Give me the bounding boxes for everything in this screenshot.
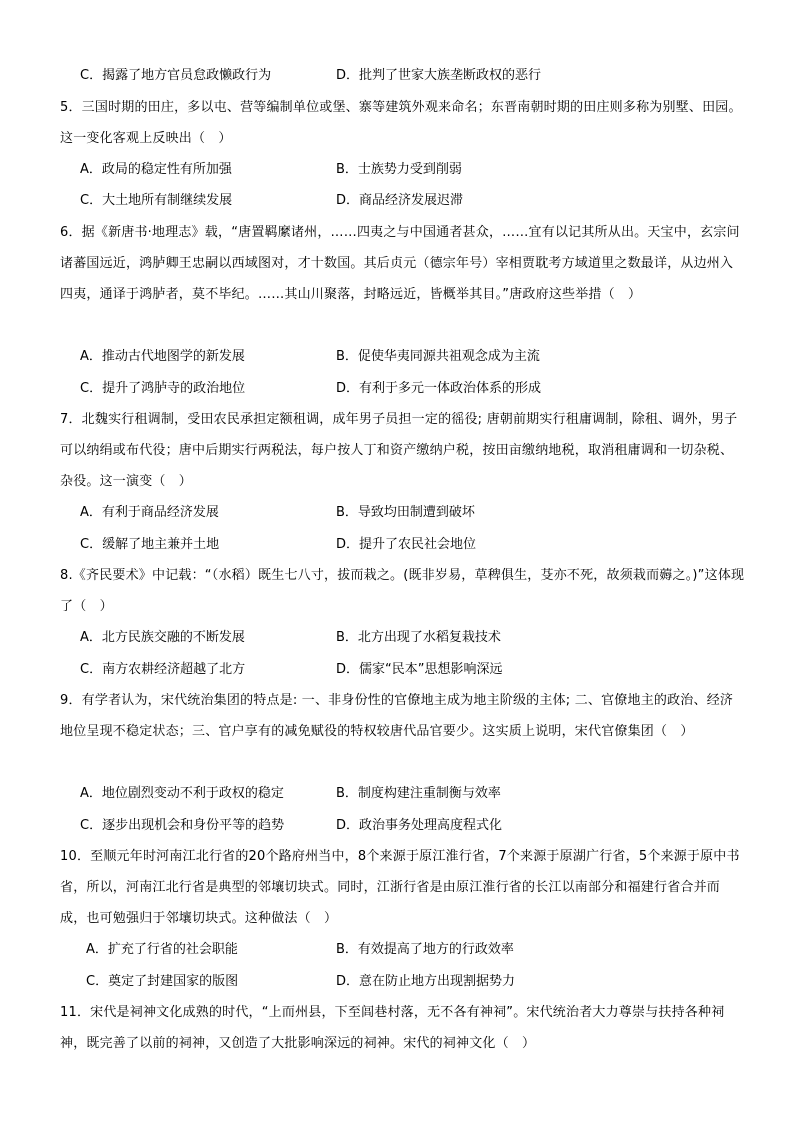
option-d: D．有利于多元一体政治体系的形成 <box>336 381 542 396</box>
option-d: D．儒家“民本”思想影响深远 <box>336 662 503 677</box>
option-d: D．提升了农民社会地位 <box>336 537 477 552</box>
option-row-q7-cd <box>80 529 740 560</box>
option-c: C．提升了鸿胪寺的政治地位 <box>80 381 246 396</box>
option-row-q10-cd <box>86 966 746 997</box>
option-a: A．推动古代地图学的新发展 <box>80 349 245 364</box>
option-row-q9-ab <box>80 778 740 809</box>
option-d: D．商品经济发展迟滞 <box>336 193 464 208</box>
option-d: D．批判了世家大族垄断政权的恶行 <box>336 68 542 83</box>
option-a: A．有利于商品经济发展 <box>80 505 219 520</box>
option-row-q6-ab <box>80 341 740 372</box>
option-d: D．意在防止地方出现割据势力 <box>336 974 516 989</box>
option-row-q6-cd <box>80 373 740 404</box>
question-7-stem: 7．北魏实行租调制，受田农民承担定额租调，成年男子员担一定的徭役; 唐朝前期实行租庸调制，除租、调外，男子可以纳绢或布代役；唐中后期实行两税法，每户按人丁和资产缴纳户税，按田亩缴纳地税，取消租庸调和一切杂税、杂役。这一演变（ ） <box>60 412 738 489</box>
option-c: C．逐步出现机会和身份平等的趋势 <box>80 818 285 833</box>
option-row-q5-cd <box>80 185 740 216</box>
option-a: A．扩充了行省的社会职能 <box>86 942 238 957</box>
question-11-stem: 11．宋代是祠神文化成熟的时代，“上而州县，下至闾巷村落，无不各有神祠”。宋代统治者大力尊崇与扶持各种祠神，既完善了以前的祠神，又创造了大批影响深远的祠神。宋代的祠神文化（ ） <box>60 1005 725 1051</box>
question-6-stem: 6．据《新唐书·地理志》载，“唐置羁縻诸州，……四夷之与中国通者甚众，……宜有以记其所从出。天宝中，玄宗问诸蕃国远近，鸿胪卿王忠嗣以西域图对，才十数国。其后贞元（德宗年号）宰相贾耽考方域道里之数最详，从边州入四夷，通译于鸿胪者，莫不毕纪。……其山川聚落，封略远近，皆概举其目。”唐政府这些举措（ ） <box>60 225 740 302</box>
option-row-q8-cd <box>80 654 740 685</box>
option-b: B．北方出现了水稻复栽技术 <box>336 630 501 645</box>
option-a: A．北方民族交融的不断发展 <box>80 630 245 645</box>
option-b: B．导致均田制遭到破坏 <box>336 505 475 520</box>
option-c: C．南方农耕经济超越了北方 <box>80 662 246 677</box>
option-c: C．揭露了地方官员怠政懒政行为 <box>80 68 272 83</box>
option-a: A．政局的稳定性有所加强 <box>80 162 232 177</box>
option-row-q7-ab <box>80 497 740 528</box>
question-10-stem: 10．至顺元年时河南江北行省的20个路府州当中，8个来源于原江淮行省，7个来源于原湖广行省，5个来源于原中书省，所以，河南江北行省是典型的邻壤切块式。同时，江浙行省是由原江淮行省的长江以南部分和福建行省合并而成，也可勉强归于邻壤切块式。这种做法（ ） <box>60 849 740 926</box>
option-c: C．缓解了地主兼并土地 <box>80 537 220 552</box>
question-8-stem: 8.《齐民要术》中记载：“（水稻）既生七八寸，拔而栽之。(既非岁易，草稗俱生，芟亦不死，故须栽而薅之。)”这体现了（ ） <box>60 568 745 614</box>
question-5-stem: 5．三国时期的田庄，多以屯、营等编制单位或堡、寨等建筑外观来命名；东晋南朝时期的田庄则多称为别墅、田园。这一变化客观上反映出（ ） <box>60 100 742 146</box>
option-row-q8-ab <box>80 622 740 653</box>
option-row-q10-ab <box>86 934 746 965</box>
option-row-q5-ab <box>80 154 740 185</box>
option-b: B．有效提高了地方的行政效率 <box>336 942 514 957</box>
option-b: B．制度构建注重制衡与效率 <box>336 786 501 801</box>
option-a: A．地位剧烈变动不利于政权的稳定 <box>80 786 284 801</box>
option-c: C．大土地所有制继续发展 <box>80 193 233 208</box>
option-d: D．政治事务处理高度程式化 <box>336 818 503 833</box>
option-b: B．士族势力受到削弱 <box>336 162 462 177</box>
option-row-q4-cd <box>80 60 740 91</box>
option-c: C．奠定了封建国家的版图 <box>86 974 239 989</box>
option-b: B．促使华夷同源共祖观念成为主流 <box>336 349 540 364</box>
option-row-q9-cd <box>80 810 740 841</box>
question-9-stem: 9．有学者认为，宋代统治集团的特点是: 一、非身份性的官僚地主成为地主阶级的主体; 二、官僚地主的政治、经济地位呈现不稳定状态；三、官户享有的减免赋役的特权较唐代品官要少。这实质上说明，宋代官僚集团（ ） <box>60 693 734 739</box>
